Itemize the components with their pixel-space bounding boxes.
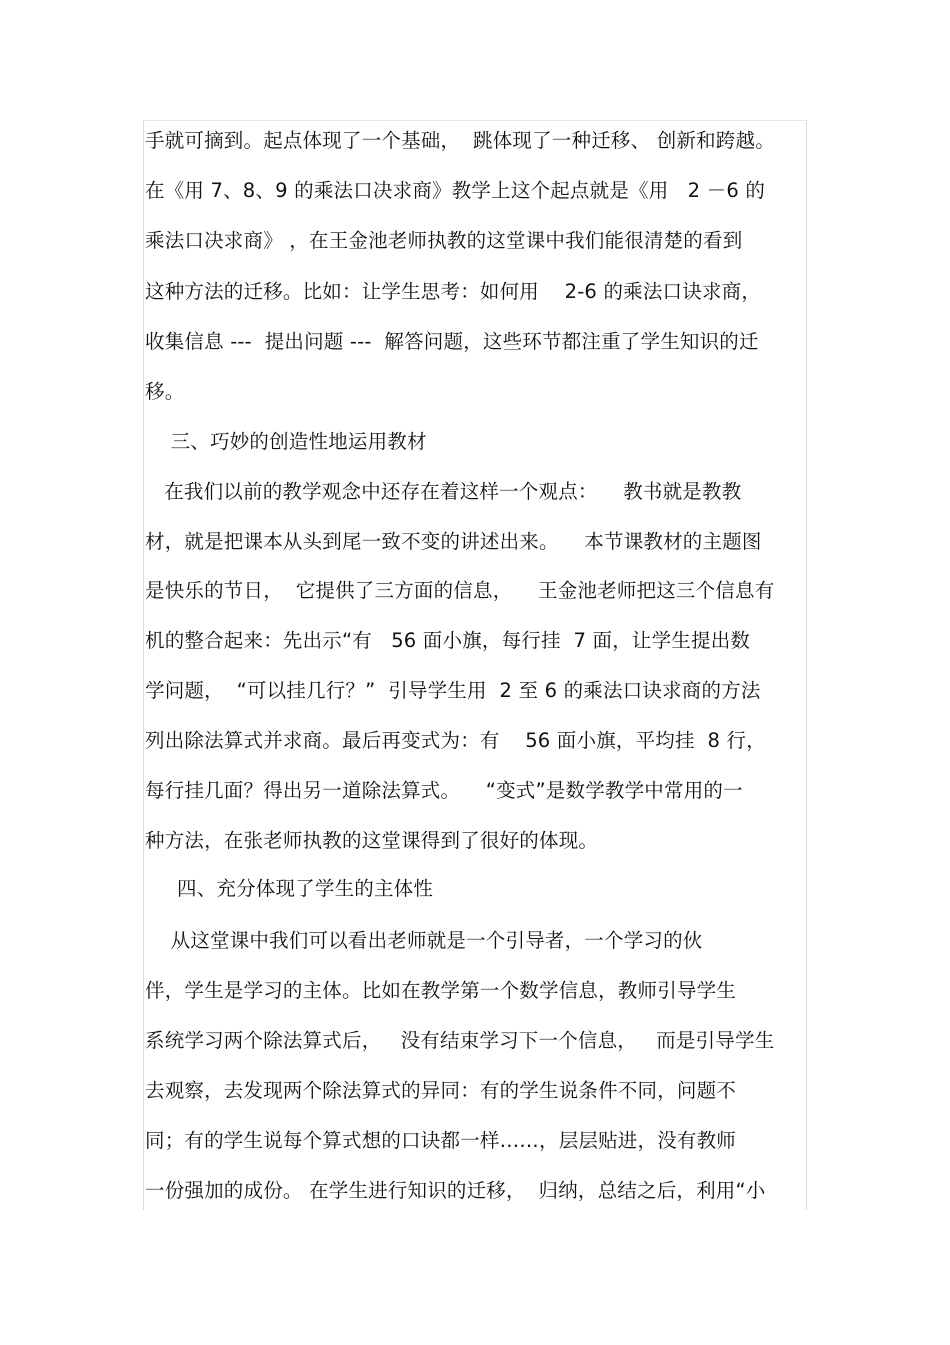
text-line: 移。 <box>145 380 185 403</box>
section-heading: 四、充分体现了学生的主体性 <box>145 877 434 900</box>
text-line: 在《用 7、8、9 的乘法口决求商》教学上这个起点就是《用 2 －6 的 <box>145 179 766 202</box>
text-line: 是快乐的节日， 它提供了三方面的信息， 王金池老师把这三个信息有 <box>145 579 775 602</box>
page-border-top <box>143 120 807 121</box>
text-line: 每行挂几面？得出另一道除法算式。 “变式”是数学教学中常用的一 <box>145 779 743 802</box>
page-border-left <box>143 120 144 1210</box>
text-line: 伴，学生是学习的主体。比如在教学第一个数学信息，教师引导学生 <box>145 979 737 1002</box>
text-line: 手就可摘到。起点体现了一个基础， 跳体现了一种迁移、 创新和跨越。 <box>145 129 775 152</box>
text-line: 在我们以前的教学观念中还存在着这样一个观点： 教书就是教教 <box>145 480 742 503</box>
section-heading: 三、巧妙的创造性地运用教材 <box>145 430 427 453</box>
text-line: 材，就是把课本从头到尾一致不变的讲述出来。 本节课教材的主题图 <box>145 530 762 553</box>
text-line: 同；有的学生说每个算式想的口诀都一样……，层层贴进，没有教师 <box>145 1129 737 1152</box>
text-line: 种方法，在张老师执教的这堂课得到了很好的体现。 <box>145 829 599 852</box>
text-line: 学问题， “可以挂几行？” 引导学生用 2 至 6 的乘法口诀求商的方法 <box>145 679 761 702</box>
text-line: 机的整合起来：先出示“有 56 面小旗，每行挂 7 面，让学生提出数 <box>145 629 751 652</box>
text-line: 列出除法算式并求商。最后再变式为：有 56 面小旗，平均挂 8 行， <box>145 729 766 752</box>
text-line: 这种方法的迁移。比如：让学生思考：如何用 2-6 的乘法口诀求商， <box>145 280 762 303</box>
page-border-right <box>806 120 807 1210</box>
text-line: 乘法口决求商》 ，在王金池老师执教的这堂课中我们能很清楚的看到 <box>145 229 743 252</box>
text-line: 一份强加的成份。 在学生进行知识的迁移， 归纳，总结之后，利用“小 <box>145 1179 766 1202</box>
text-line: 系统学习两个除法算式后， 没有结束学习下一个信息， 而是引导学生 <box>145 1029 775 1052</box>
text-line: 去观察，去发现两个除法算式的异同：有的学生说条件不同，问题不 <box>145 1079 737 1102</box>
text-line: 从这堂课中我们可以看出老师就是一个引导者，一个学习的伙 <box>145 929 703 952</box>
text-line: 收集信息 --- 提出问题 --- 解答问题，这些环节都注重了学生知识的迁 <box>145 330 759 353</box>
